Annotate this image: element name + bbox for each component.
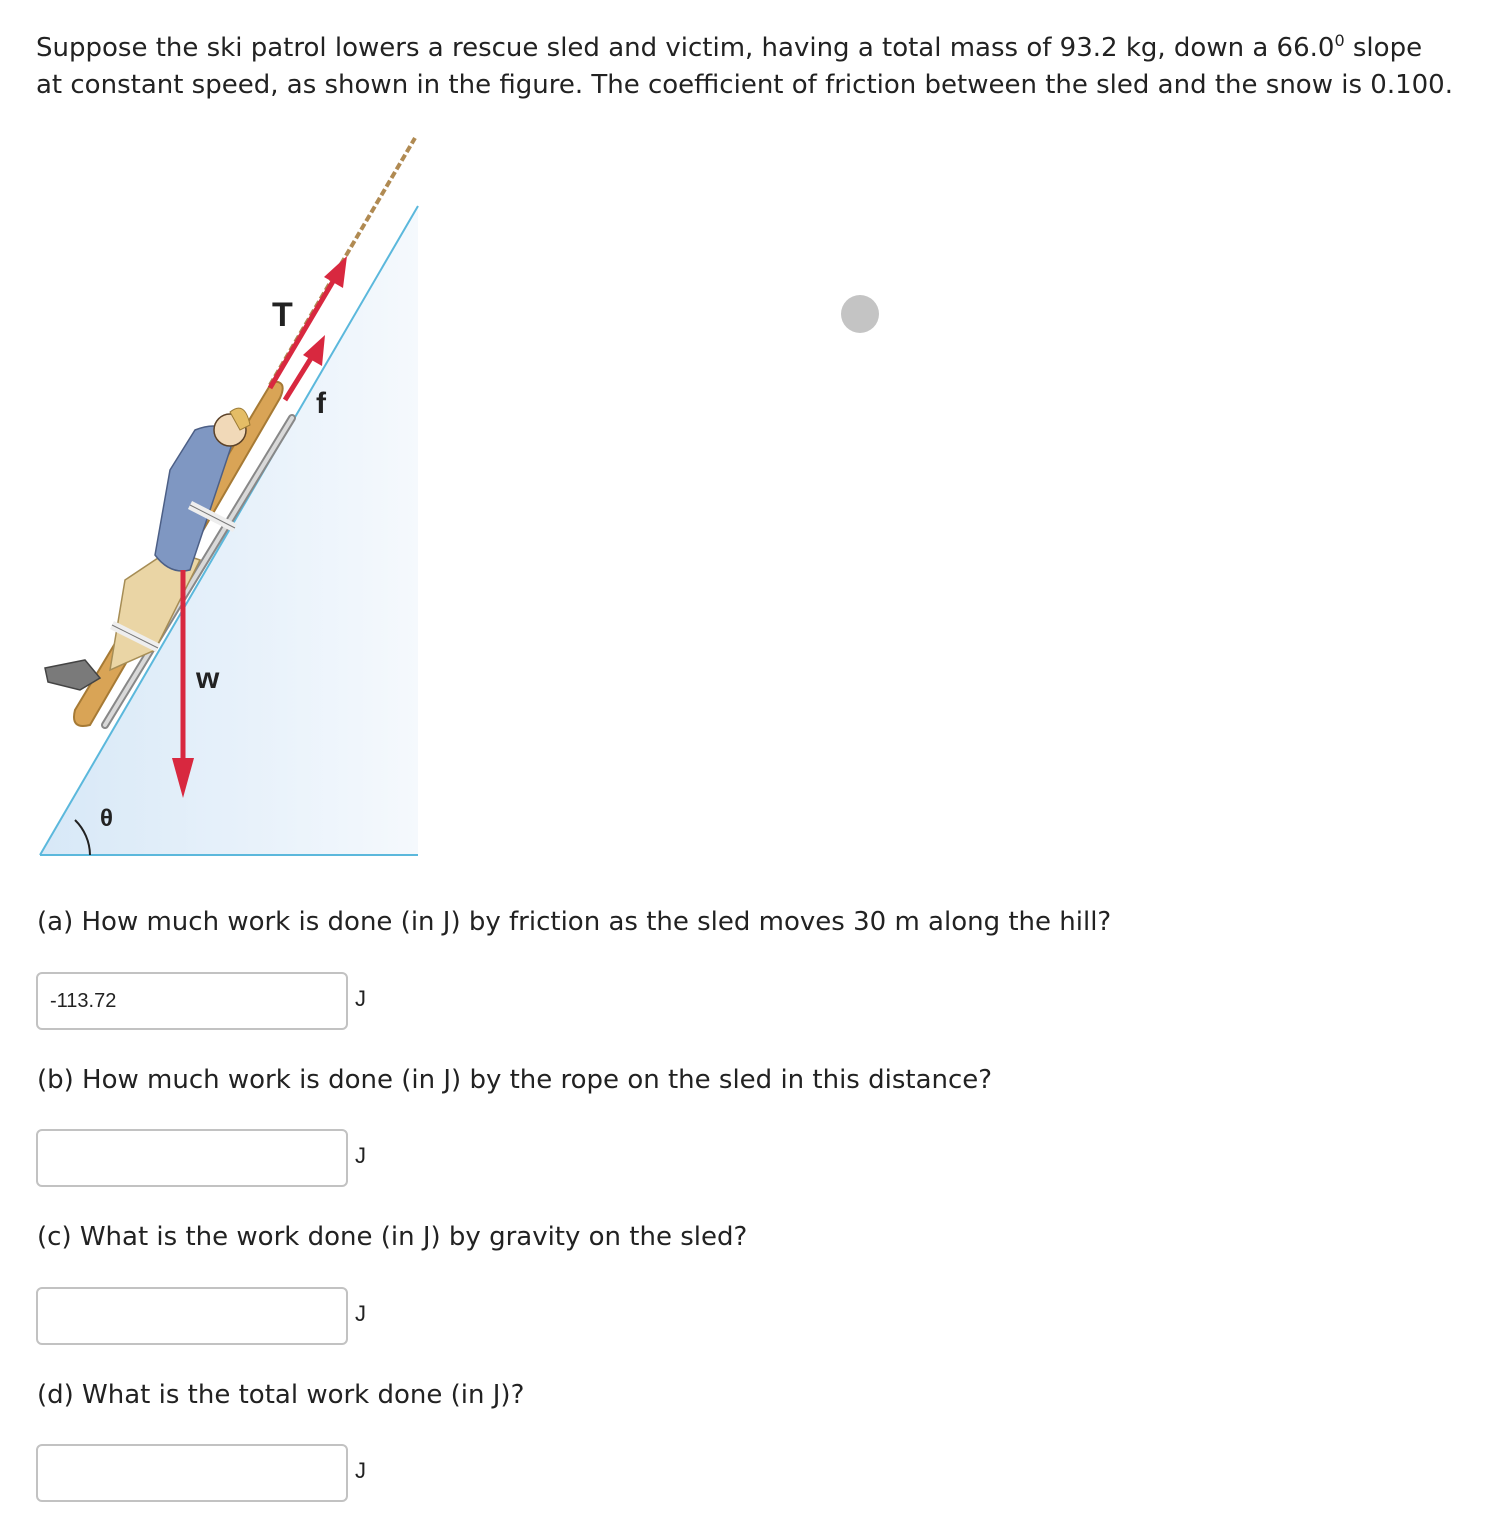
gray-dot-indicator [841, 295, 879, 333]
tension-label: T [272, 296, 293, 334]
answer-c-unit: J [355, 1301, 366, 1326]
problem-statement [36, 30, 1456, 104]
question-c-prompt: (c) What is the work done (in J) by gravity on the sled? [37, 1222, 748, 1252]
question-a-prompt: (a) How much work is done (in J) by friction as the sled moves 30 m along the hill? [37, 907, 1112, 937]
friction-label: f [316, 387, 326, 420]
question-b-prompt: (b) How much work is done (in J) by the rope on the sled in this distance? [37, 1065, 993, 1095]
answer-d-unit: J [355, 1458, 366, 1483]
degree-superscript: 0 [1334, 31, 1345, 50]
answer-d-input[interactable] [36, 1444, 348, 1502]
weight-label: w [196, 662, 220, 695]
answer-a-input[interactable] [36, 972, 348, 1030]
angle-label: θ [100, 805, 113, 832]
answer-a-unit: J [355, 986, 366, 1011]
problem-text-start: Suppose the ski patrol lowers a rescue sled and victim, having a total mass of 93.2 kg, down a 66.0 [36, 33, 1335, 63]
problem-text-end: slope at constant speed, as shown in the figure. The coefficient of friction between the sled and the snow is 0.100. [36, 33, 1453, 100]
answer-b-input[interactable] [36, 1129, 348, 1187]
answer-c-input[interactable] [36, 1287, 348, 1345]
question-d-prompt: (d) What is the total work done (in J)? [37, 1380, 525, 1410]
sled-slope-figure [30, 130, 430, 865]
answer-b-unit: J [355, 1143, 366, 1168]
